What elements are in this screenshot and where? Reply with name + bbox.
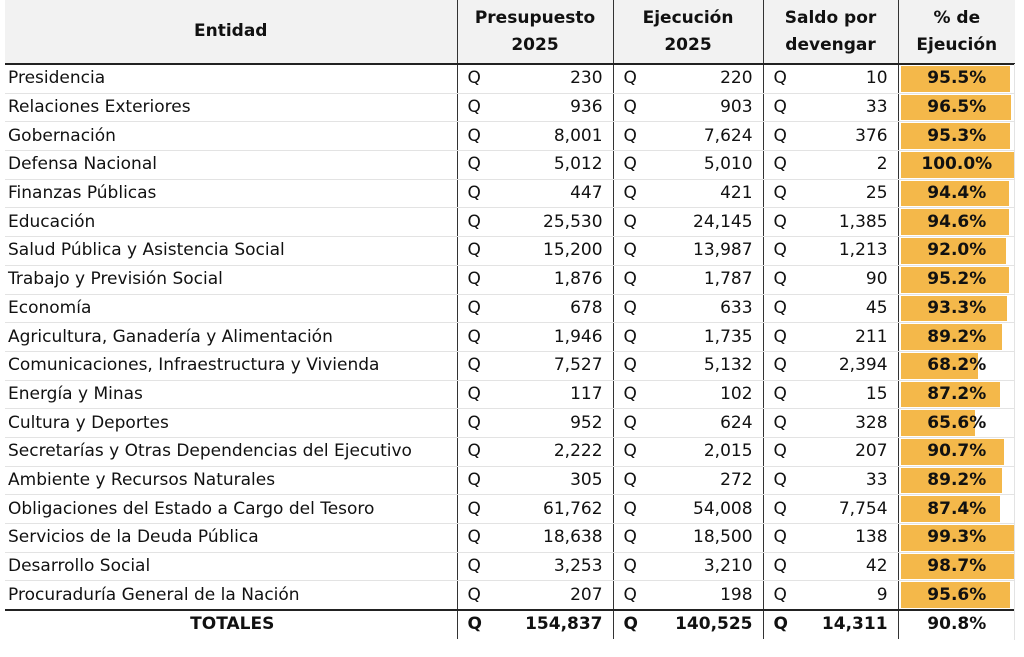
- entidad-cell: Secretarías y Otras Dependencias del Ejecutivo: [5, 437, 457, 466]
- pct-ejecucion-cell: [898, 524, 1015, 553]
- saldo-cell: 42: [803, 552, 898, 581]
- pct-value: 98.7%: [927, 556, 987, 577]
- entidad-cell: Educación: [5, 208, 457, 237]
- currency-symbol: Q: [613, 323, 653, 352]
- header-ejecucion: [613, 0, 763, 64]
- currency-symbol: Q: [457, 294, 497, 323]
- presupuesto-cell: 8,001: [497, 122, 613, 151]
- pct-ejecucion-cell: [898, 323, 1015, 352]
- table-row: [5, 93, 1015, 122]
- currency-symbol: Q: [613, 151, 653, 180]
- saldo-cell: 33: [803, 93, 898, 122]
- currency-symbol: Q: [613, 610, 653, 639]
- currency-symbol: Q: [457, 179, 497, 208]
- presupuesto-cell: 305: [497, 466, 613, 495]
- pct-ejecucion-cell: [898, 294, 1015, 323]
- entidad-cell: Comunicaciones, Infraestructura y Vivienda: [5, 351, 457, 380]
- currency-symbol: Q: [763, 179, 803, 208]
- pct-ejecucion-cell: [898, 466, 1015, 495]
- currency-symbol: Q: [457, 237, 497, 266]
- currency-symbol: Q: [613, 179, 653, 208]
- saldo-cell: 328: [803, 409, 898, 438]
- presupuesto-cell: 1,876: [497, 265, 613, 294]
- saldo-cell: 1,213: [803, 237, 898, 266]
- entidad-cell: Defensa Nacional: [5, 151, 457, 180]
- table-row: [5, 380, 1015, 409]
- table-row: [5, 294, 1015, 323]
- entidad-cell: Obligaciones del Estado a Cargo del Tesoro: [5, 495, 457, 524]
- pct-value: 92.0%: [927, 240, 987, 261]
- entidad-cell: Ambiente y Recursos Naturales: [5, 466, 457, 495]
- currency-symbol: Q: [613, 552, 653, 581]
- pct-value: 95.2%: [927, 269, 987, 290]
- totals-label: TOTALES: [190, 614, 275, 635]
- currency-symbol: Q: [457, 552, 497, 581]
- pct-ejecucion-cell: [898, 237, 1015, 266]
- total-saldo: 14,311: [821, 614, 888, 635]
- pct-ejecucion-cell: [898, 409, 1015, 438]
- pct-ejecucion-cell: [898, 351, 1015, 380]
- currency-symbol: Q: [763, 524, 803, 553]
- presupuesto-cell: 936: [497, 93, 613, 122]
- pct-value: 96.5%: [927, 97, 987, 118]
- table-row: [5, 151, 1015, 180]
- presupuesto-cell: 207: [497, 581, 613, 610]
- pct-ejecucion-cell: [898, 179, 1015, 208]
- pct-value: 95.6%: [927, 584, 987, 605]
- ejecucion-cell: 633: [653, 294, 763, 323]
- currency-symbol: Q: [457, 208, 497, 237]
- table-row: [5, 437, 1015, 466]
- saldo-cell: 211: [803, 323, 898, 352]
- table-row: [5, 466, 1015, 495]
- header-presupuesto: [457, 0, 613, 64]
- presupuesto-cell: 447: [497, 179, 613, 208]
- header-saldo: [763, 0, 898, 64]
- entidad-cell: Desarrollo Social: [5, 552, 457, 581]
- pct-value: 68.2%: [927, 355, 987, 376]
- currency-symbol: Q: [457, 495, 497, 524]
- table-row: [5, 323, 1015, 352]
- pct-value: 93.3%: [927, 297, 987, 318]
- currency-symbol: Q: [763, 466, 803, 495]
- pct-value: 99.3%: [927, 527, 987, 548]
- currency-symbol: Q: [457, 64, 497, 93]
- pct-value: 94.4%: [927, 183, 987, 204]
- table-row: [5, 265, 1015, 294]
- currency-symbol: Q: [763, 265, 803, 294]
- ejecucion-cell: 102: [653, 380, 763, 409]
- saldo-cell: 138: [803, 524, 898, 553]
- table-row: [5, 179, 1015, 208]
- currency-symbol: Q: [457, 437, 497, 466]
- ejecucion-cell: 24,145: [653, 208, 763, 237]
- pct-value: 95.5%: [927, 68, 987, 89]
- currency-symbol: Q: [763, 151, 803, 180]
- pct-value: 100.0%: [921, 154, 993, 175]
- saldo-cell: 45: [803, 294, 898, 323]
- currency-symbol: Q: [457, 380, 497, 409]
- presupuesto-cell: 15,200: [497, 237, 613, 266]
- pct-value: 95.3%: [927, 125, 987, 146]
- currency-symbol: Q: [763, 581, 803, 610]
- header-row: [5, 0, 1015, 64]
- pct-value: 90.7%: [927, 441, 987, 462]
- ejecucion-cell: 1,787: [653, 265, 763, 294]
- currency-symbol: Q: [613, 265, 653, 294]
- currency-symbol: Q: [457, 351, 497, 380]
- entidad-cell: Trabajo y Previsión Social: [5, 265, 457, 294]
- currency-symbol: Q: [457, 581, 497, 610]
- saldo-cell: 9: [803, 581, 898, 610]
- currency-symbol: Q: [613, 64, 653, 93]
- currency-symbol: Q: [457, 93, 497, 122]
- pct-ejecucion-cell: [898, 552, 1015, 581]
- saldo-cell: 1,385: [803, 208, 898, 237]
- saldo-cell: 207: [803, 437, 898, 466]
- pct-value: 89.2%: [927, 469, 987, 490]
- currency-symbol: Q: [613, 294, 653, 323]
- currency-symbol: Q: [457, 323, 497, 352]
- ejecucion-cell: 903: [653, 93, 763, 122]
- ejecucion-cell: 7,624: [653, 122, 763, 151]
- table-body: [5, 64, 1015, 639]
- currency-symbol: Q: [613, 122, 653, 151]
- saldo-cell: 2,394: [803, 351, 898, 380]
- header-entidad: Entidad: [5, 0, 457, 64]
- ejecucion-cell: 272: [653, 466, 763, 495]
- currency-symbol: Q: [613, 237, 653, 266]
- saldo-cell: 2: [803, 151, 898, 180]
- presupuesto-cell: 1,946: [497, 323, 613, 352]
- currency-symbol: Q: [613, 380, 653, 409]
- currency-symbol: Q: [763, 351, 803, 380]
- total-pct-value: 90.8%: [927, 614, 987, 635]
- table-row: [5, 64, 1015, 93]
- presupuesto-cell: 117: [497, 380, 613, 409]
- currency-symbol: Q: [763, 409, 803, 438]
- ejecucion-cell: 1,735: [653, 323, 763, 352]
- ejecucion-cell: 421: [653, 179, 763, 208]
- header-presupuesto-line2: 2025: [511, 34, 559, 55]
- currency-symbol: Q: [457, 122, 497, 151]
- table-row: [5, 552, 1015, 581]
- pct-ejecucion-cell: [898, 495, 1015, 524]
- currency-symbol: Q: [457, 265, 497, 294]
- ejecucion-cell: 2,015: [653, 437, 763, 466]
- entidad-cell: Agricultura, Ganadería y Alimentación: [5, 323, 457, 352]
- presupuesto-cell: 61,762: [497, 495, 613, 524]
- saldo-cell: 376: [803, 122, 898, 151]
- total-ejecucion: 140,525: [675, 614, 753, 635]
- presupuesto-cell: 25,530: [497, 208, 613, 237]
- total-presupuesto: 154,837: [525, 614, 603, 635]
- currency-symbol: Q: [457, 466, 497, 495]
- budget-execution-table: [5, 0, 1015, 639]
- ejecucion-cell: 624: [653, 409, 763, 438]
- currency-symbol: Q: [763, 610, 803, 639]
- right-edge-gridline: [1014, 64, 1015, 640]
- table-row: [5, 208, 1015, 237]
- presupuesto-cell: 230: [497, 64, 613, 93]
- pct-value: 94.6%: [927, 211, 987, 232]
- pct-value: 87.4%: [927, 498, 987, 519]
- ejecucion-cell: 198: [653, 581, 763, 610]
- currency-symbol: Q: [613, 466, 653, 495]
- pct-ejecucion-cell: [898, 380, 1015, 409]
- header-pct-line2: Ejeución: [916, 34, 998, 55]
- pct-ejecucion-cell: [898, 122, 1015, 151]
- currency-symbol: Q: [763, 380, 803, 409]
- currency-symbol: Q: [613, 351, 653, 380]
- currency-symbol: Q: [613, 524, 653, 553]
- presupuesto-cell: 678: [497, 294, 613, 323]
- header-saldo-line1: Saldo por: [784, 7, 877, 28]
- currency-symbol: Q: [457, 409, 497, 438]
- header-ejecucion-line1: Ejecución: [642, 7, 734, 28]
- saldo-cell: 15: [803, 380, 898, 409]
- entidad-cell: Presidencia: [5, 64, 457, 93]
- table-row: [5, 495, 1015, 524]
- entidad-cell: Relaciones Exteriores: [5, 93, 457, 122]
- ejecucion-cell: 5,132: [653, 351, 763, 380]
- header-saldo-line2: devengar: [785, 34, 876, 55]
- ejecucion-cell: 3,210: [653, 552, 763, 581]
- ejecucion-cell: 54,008: [653, 495, 763, 524]
- currency-symbol: Q: [613, 495, 653, 524]
- presupuesto-cell: 18,638: [497, 524, 613, 553]
- currency-symbol: Q: [763, 122, 803, 151]
- header-pct-ejecucion: [898, 0, 1015, 64]
- currency-symbol: Q: [763, 237, 803, 266]
- currency-symbol: Q: [613, 409, 653, 438]
- header-pct-line1: % de: [933, 7, 981, 28]
- pct-ejecucion-cell: [898, 265, 1015, 294]
- table-row: [5, 524, 1015, 553]
- currency-symbol: Q: [457, 151, 497, 180]
- pct-ejecucion-cell: [898, 437, 1015, 466]
- currency-symbol: Q: [457, 524, 497, 553]
- currency-symbol: Q: [763, 93, 803, 122]
- currency-symbol: Q: [613, 93, 653, 122]
- saldo-cell: 10: [803, 64, 898, 93]
- totals-row: [5, 610, 1015, 639]
- table-row: [5, 122, 1015, 151]
- table-row: [5, 237, 1015, 266]
- header-ejecucion-line2: 2025: [664, 34, 712, 55]
- ejecucion-cell: 18,500: [653, 524, 763, 553]
- currency-symbol: Q: [457, 610, 497, 639]
- ejecucion-cell: 220: [653, 64, 763, 93]
- saldo-cell: 7,754: [803, 495, 898, 524]
- presupuesto-cell: 952: [497, 409, 613, 438]
- pct-ejecucion-cell: [898, 581, 1015, 610]
- entidad-cell: Finanzas Públicas: [5, 179, 457, 208]
- pct-value: 89.2%: [927, 326, 987, 347]
- currency-symbol: Q: [763, 294, 803, 323]
- table-row: [5, 581, 1015, 610]
- currency-symbol: Q: [763, 323, 803, 352]
- currency-symbol: Q: [613, 208, 653, 237]
- entidad-cell: Procuraduría General de la Nación: [5, 581, 457, 610]
- currency-symbol: Q: [763, 552, 803, 581]
- saldo-cell: 33: [803, 466, 898, 495]
- currency-symbol: Q: [613, 581, 653, 610]
- currency-symbol: Q: [763, 437, 803, 466]
- pct-ejecucion-cell: [898, 208, 1015, 237]
- pct-value: 65.6%: [927, 412, 987, 433]
- entidad-cell: Economía: [5, 294, 457, 323]
- pct-ejecucion-cell: [898, 93, 1015, 122]
- presupuesto-cell: 2,222: [497, 437, 613, 466]
- entidad-cell: Energía y Minas: [5, 380, 457, 409]
- header-presupuesto-line1: Presupuesto: [474, 7, 596, 28]
- entidad-cell: Salud Pública y Asistencia Social: [5, 237, 457, 266]
- currency-symbol: Q: [763, 495, 803, 524]
- total-pct-ejecucion: [898, 610, 1015, 639]
- entidad-cell: Cultura y Deportes: [5, 409, 457, 438]
- presupuesto-cell: 5,012: [497, 151, 613, 180]
- table-row: [5, 351, 1015, 380]
- ejecucion-cell: 5,010: [653, 151, 763, 180]
- presupuesto-cell: 3,253: [497, 552, 613, 581]
- entidad-cell: Servicios de la Deuda Pública: [5, 524, 457, 553]
- saldo-cell: 25: [803, 179, 898, 208]
- pct-ejecucion-cell: [898, 151, 1015, 180]
- saldo-cell: 90: [803, 265, 898, 294]
- currency-symbol: Q: [613, 437, 653, 466]
- pct-ejecucion-cell: [898, 64, 1015, 93]
- ejecucion-cell: 13,987: [653, 237, 763, 266]
- presupuesto-cell: 7,527: [497, 351, 613, 380]
- currency-symbol: Q: [763, 208, 803, 237]
- entidad-cell: Gobernación: [5, 122, 457, 151]
- currency-symbol: Q: [763, 64, 803, 93]
- pct-value: 87.2%: [927, 383, 987, 404]
- table-row: [5, 409, 1015, 438]
